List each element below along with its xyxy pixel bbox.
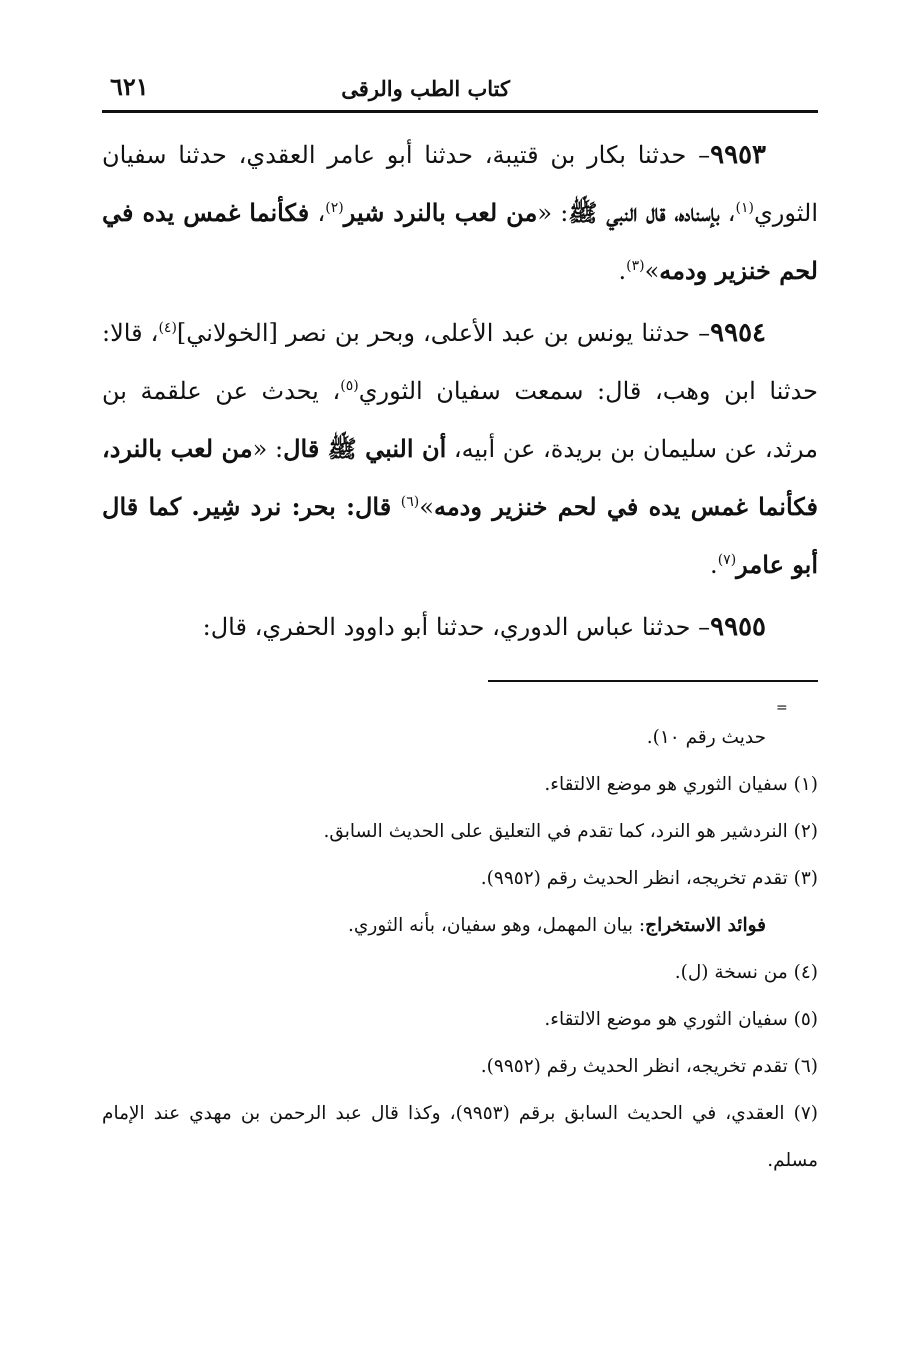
hadith-text: – حدثنا بكار بن قتيبة، حدثنا أبو عامر العقدي، حدثنا سفيان الثوري [102, 141, 819, 227]
footnote-4: (٤) من نسخة (ل). [674, 962, 818, 983]
hadith-text: ، قالا: حدثنا ابن وهب، قال: سمعت سفيان الثوري [102, 319, 819, 405]
hadith-text: ، [719, 199, 736, 227]
hadith-number: ٩٩٥٥ [710, 612, 766, 642]
footnote-2: (٢) النردشير هو النرد، كما تقدم في التعليق على الحديث السابق. [323, 821, 818, 842]
page-number: ٦٢١ [110, 72, 149, 101]
footnote-6: (٦) تقدم تخريجه، انظر الحديث رقم (٩٩٥٢). [480, 1056, 818, 1077]
main-text [102, 126, 818, 656]
fawaid-text: : بيان المهمل، وهو سفيان، بأنه الثوري. [348, 915, 646, 936]
footnote-marker: (٧) [717, 552, 737, 568]
footnote-marker: (٢) [325, 200, 344, 216]
hadith-text-bold: أن النبي ﷺ قال [283, 434, 447, 463]
hadith-text-bold: من لعب بالنرد، فكأنما غمس يده في لحم خنزير ودمه [102, 434, 818, 521]
footnote-marker: (٣) [626, 258, 645, 274]
footnote-fawaid [102, 902, 818, 949]
hadith-text: . [710, 551, 718, 579]
hadith-text: » [644, 257, 660, 285]
footnote-marker: (١) [735, 200, 755, 216]
fawaid-label: فوائد الاستخراج [645, 915, 766, 936]
footnote-continuation-mark: = [776, 700, 788, 716]
footnote-marker: (٤) [158, 320, 177, 336]
hadith-text: – حدثنا يونس بن عبد الأعلى، وبحر بن نصر [الخولاني] [176, 319, 711, 347]
hadith-text: – حدثنا عباس الدوري، حدثنا أبو داوود الحفري، قال: [202, 613, 711, 641]
hadith-text-bold: قال: بحر: نرد شِير. كما قال أبو عامر [102, 492, 818, 579]
running-header [102, 72, 818, 108]
hadith-text: » [419, 493, 434, 521]
hadith-text: . [618, 257, 627, 285]
hadith-text: ، يحدث عن علقمة بن مرثد، عن سليمان بن بريدة، عن أبيه، [102, 377, 819, 463]
footnote-marker: (٦) [400, 494, 420, 510]
hadith-text-bold: بإسناده، قال النبي ﷺ [568, 198, 720, 227]
footnote-1: (١) سفيان الثوري هو موضع الالتقاء. [544, 774, 818, 795]
hadith-number: ٩٩٥٤ [710, 318, 767, 348]
footnote-continuation: حديث رقم ١٠). [646, 727, 766, 748]
header-rule [102, 110, 818, 113]
hadith-text-bold: فكأنما غمس يده في لحم خنزير ودمه [102, 198, 818, 285]
footnote-3: (٣) تقدم تخريجه، انظر الحديث رقم (٩٩٥٢). [480, 868, 818, 889]
footnote-7: (٧) العقدي، في الحديث السابق برقم (٩٩٥٣)، وكذا قال عبد الرحمن بن مهدي عند الإمام مسلم. [102, 1103, 818, 1171]
hadith-text: ، [309, 199, 326, 227]
hadith-text-bold: من لعب بالنرد شير [343, 198, 538, 227]
book-title: كتاب الطب والرقى [341, 76, 510, 101]
hadith-text [391, 493, 401, 521]
footnote-5: (٥) سفيان الثوري هو موضع الالتقاء. [544, 1009, 818, 1030]
hadith-9955 [102, 598, 818, 656]
footnote-marker: (٥) [340, 378, 359, 394]
hadith-text: : « [537, 199, 569, 227]
hadith-number: ٩٩٥٣ [710, 140, 766, 170]
hadith-text: : « [252, 435, 284, 463]
footnote-separator [488, 680, 818, 682]
footnotes [102, 714, 818, 1184]
hadith-9953 [102, 126, 818, 300]
hadith-9954 [102, 304, 818, 594]
